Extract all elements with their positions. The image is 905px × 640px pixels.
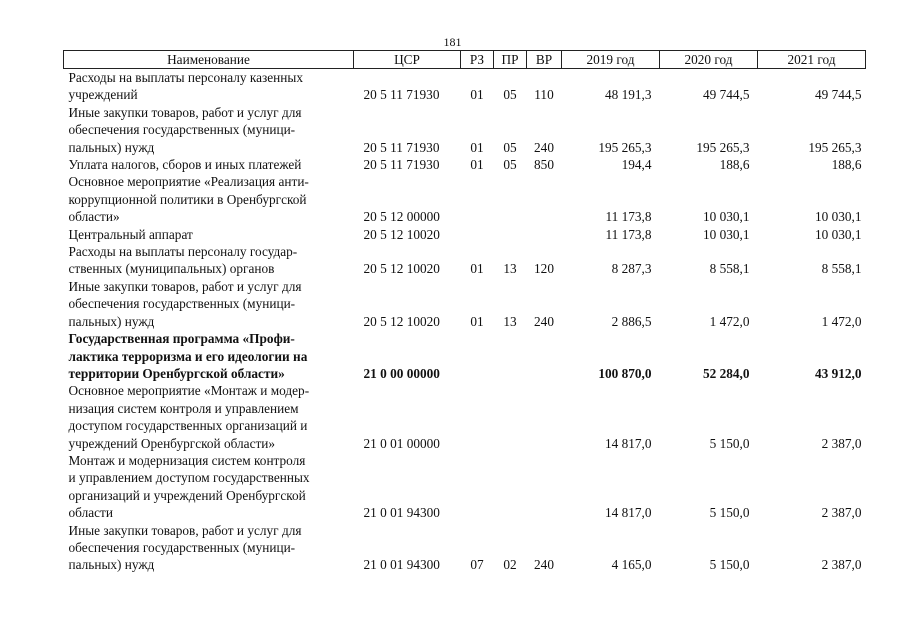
header-2019: 2019 год — [562, 51, 660, 69]
row-2019: 48 191,3 — [604, 87, 652, 103]
row-2019: 14 817,0 — [604, 505, 652, 521]
table-row — [64, 278, 866, 330]
row-pr — [494, 226, 527, 243]
row-vr — [527, 173, 562, 225]
header-pr: ПР — [494, 51, 527, 69]
row-vr: 240 — [534, 557, 554, 573]
row-name-line: области — [68, 505, 113, 521]
budget-table — [63, 50, 866, 574]
row-2019: 194,4 — [621, 157, 652, 173]
row-name-line: доступом государственных организаций и — [68, 418, 308, 434]
row-2021: 49 744,5 — [814, 87, 862, 103]
row-2020: 49 744,5 — [702, 87, 750, 103]
row-rz: 01 — [470, 313, 484, 329]
row-pr — [494, 173, 527, 225]
row-2021: 2 387,0 — [821, 435, 862, 451]
row-2020: 1 472,0 — [709, 313, 750, 329]
row-name-line: Иные закупки товаров, работ и услуг для — [68, 522, 302, 538]
row-rz — [461, 330, 494, 382]
table-row — [64, 243, 866, 278]
row-pr: 13 — [503, 313, 517, 329]
row-rz — [461, 226, 494, 243]
header-name: Наименование — [64, 51, 354, 69]
row-pr: 05 — [503, 87, 517, 103]
row-2021: 2 387,0 — [821, 505, 862, 521]
row-name-line: Центральный аппарат — [68, 226, 193, 242]
row-csr: 20 5 12 00000 — [363, 209, 440, 225]
row-name-line: учреждений Оренбургской области» — [68, 435, 276, 451]
row-rz: 01 — [470, 261, 484, 277]
row-csr: 20 5 12 10020 — [363, 313, 440, 329]
table-row — [64, 382, 866, 452]
row-name-line: Расходы на выплаты персоналу казенных — [68, 70, 303, 85]
row-pr: 05 — [503, 139, 517, 155]
row-name-line: Уплата налогов, сборов и иных платежей — [68, 157, 302, 173]
row-2019: 4 165,0 — [611, 557, 652, 573]
page-number: 181 — [443, 35, 462, 49]
header-csr: ЦСР — [354, 51, 461, 69]
row-2019: 11 173,8 — [605, 226, 652, 242]
table-body — [64, 69, 866, 574]
row-name-line: территории Оренбургской области» — [68, 365, 285, 381]
row-rz: 01 — [470, 87, 484, 103]
row-name — [64, 452, 354, 522]
header-2021: 2021 год — [758, 51, 866, 69]
row-2020: 10 030,1 — [702, 209, 750, 225]
row-name — [64, 522, 354, 574]
row-name — [64, 278, 354, 330]
table-header — [64, 51, 866, 69]
row-name — [64, 382, 354, 452]
row-name-line: Расходы на выплаты персоналу государ- — [68, 244, 298, 260]
header-row — [64, 51, 866, 69]
row-vr: 240 — [534, 139, 554, 155]
row-name-line: пальных) нужд — [68, 313, 155, 329]
row-csr: 21 0 00 00000 — [363, 365, 440, 381]
row-csr: 20 5 11 71930 — [363, 157, 440, 173]
row-vr — [527, 382, 562, 452]
row-csr: 21 0 01 94300 — [363, 505, 440, 521]
row-2021: 8 558,1 — [821, 261, 862, 277]
row-name-line: Иные закупки товаров, работ и услуг для — [68, 278, 302, 294]
row-csr: 20 5 11 71930 — [363, 87, 440, 103]
row-csr: 21 0 01 94300 — [363, 557, 440, 573]
row-vr — [527, 330, 562, 382]
row-name-line: пальных) нужд — [68, 557, 155, 573]
table-row — [64, 69, 866, 104]
row-name-line: Основное мероприятие «Монтаж и модер- — [68, 383, 310, 399]
row-2019: 14 817,0 — [604, 435, 652, 451]
row-2020: 5 150,0 — [709, 557, 750, 573]
row-pr — [494, 330, 527, 382]
row-2019: 2 886,5 — [611, 313, 652, 329]
row-name-line: организаций и учреждений Оренбургской — [68, 487, 306, 503]
row-name-line: обеспечения государственных (муници- — [68, 296, 296, 312]
row-name-line: Государственная программа «Профи- — [68, 331, 295, 347]
row-name-line: Основное мероприятие «Реализация анти- — [68, 174, 309, 190]
row-name — [64, 243, 354, 278]
row-2020: 8 558,1 — [709, 261, 750, 277]
row-name-line: обеспечения государственных (муници- — [68, 122, 296, 138]
row-2019: 100 870,0 — [598, 365, 652, 381]
row-name-line: области» — [68, 209, 120, 225]
row-name-line: учреждений — [68, 87, 138, 103]
table-row — [64, 330, 866, 382]
row-vr — [527, 452, 562, 522]
row-2021: 43 912,0 — [814, 365, 862, 381]
row-pr: 05 — [503, 157, 517, 173]
row-rz — [461, 173, 494, 225]
row-rz: 07 — [470, 557, 484, 573]
row-2020: 52 284,0 — [702, 365, 750, 381]
table-row — [64, 452, 866, 522]
row-rz — [461, 452, 494, 522]
row-name-line: пальных) нужд — [68, 139, 155, 155]
table-row — [64, 522, 866, 574]
row-name — [64, 69, 354, 104]
row-2019: 195 265,3 — [598, 139, 652, 155]
row-name-line: лактика терроризма и его идеологии на — [68, 348, 308, 364]
row-pr: 02 — [503, 557, 517, 573]
row-2021: 195 265,3 — [808, 139, 862, 155]
row-2020: 188,6 — [719, 157, 750, 173]
row-name — [64, 330, 354, 382]
table-row — [64, 104, 866, 156]
row-name-line: низация систем контроля и управлением — [68, 400, 299, 416]
row-csr: 21 0 01 00000 — [363, 435, 440, 451]
row-2021: 188,6 — [831, 157, 862, 173]
row-name — [64, 173, 354, 225]
row-2020: 10 030,1 — [702, 226, 750, 242]
row-pr — [494, 452, 527, 522]
row-vr: 110 — [534, 87, 554, 103]
row-name-line: ственных (муниципальных) органов — [68, 261, 275, 277]
row-csr: 20 5 12 10020 — [363, 261, 440, 277]
row-2020: 5 150,0 — [709, 505, 750, 521]
header-rz: РЗ — [461, 51, 494, 69]
row-name-line: Монтаж и модернизация систем контроля — [68, 452, 306, 468]
row-name-line: и управлением доступом государственных — [68, 470, 310, 486]
row-csr: 20 5 11 71930 — [363, 139, 440, 155]
row-rz: 01 — [470, 157, 484, 173]
row-2019: 8 287,3 — [611, 261, 652, 277]
row-vr: 240 — [534, 313, 554, 329]
row-2020: 5 150,0 — [709, 435, 750, 451]
row-2020: 195 265,3 — [696, 139, 750, 155]
row-vr — [527, 226, 562, 243]
table-row — [64, 226, 866, 243]
row-pr — [494, 382, 527, 452]
row-name-line: Иные закупки товаров, работ и услуг для — [68, 104, 302, 120]
row-name — [64, 104, 354, 156]
row-vr: 850 — [534, 157, 554, 173]
header-2020: 2020 год — [660, 51, 758, 69]
row-2021: 2 387,0 — [821, 557, 862, 573]
row-name — [64, 226, 354, 243]
table-row — [64, 173, 866, 225]
row-vr: 120 — [534, 261, 554, 277]
row-rz: 01 — [470, 139, 484, 155]
row-2019: 11 173,8 — [605, 209, 652, 225]
row-csr: 20 5 12 10020 — [363, 226, 440, 242]
row-2021: 10 030,1 — [814, 209, 862, 225]
row-2021: 10 030,1 — [814, 226, 862, 242]
row-name — [64, 156, 354, 173]
row-pr: 13 — [503, 261, 517, 277]
row-2021: 1 472,0 — [821, 313, 862, 329]
table-row — [64, 156, 866, 173]
row-name-line: обеспечения государственных (муници- — [68, 539, 296, 555]
header-vr: ВР — [527, 51, 562, 69]
row-name-line: коррупционной политики в Оренбургской — [68, 191, 307, 207]
row-rz — [461, 382, 494, 452]
